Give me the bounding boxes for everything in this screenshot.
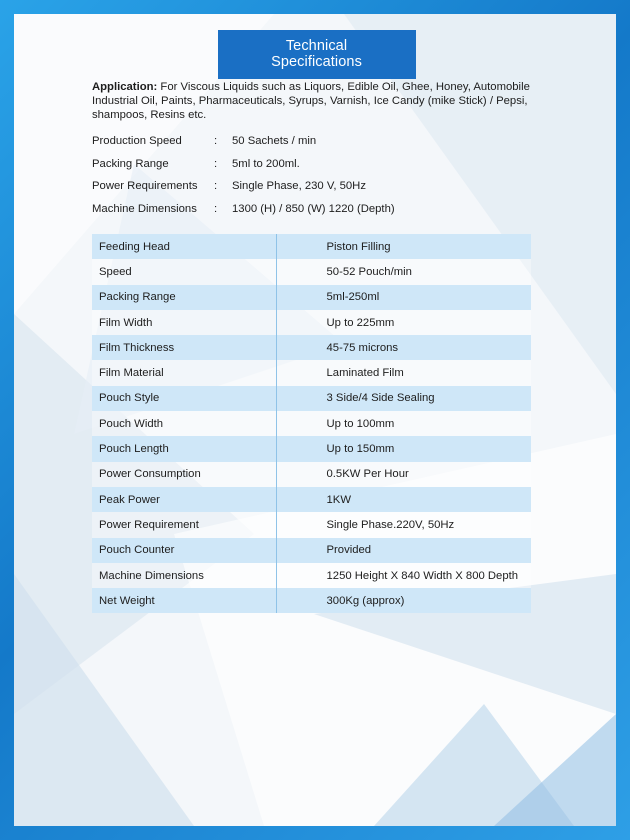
spec-item [92,175,542,198]
table-value: 1KW [276,487,531,512]
spec-value: 50 Sachets / min [232,135,317,148]
table-row [92,310,531,335]
spec-list [92,130,542,220]
table-value: 300Kg (approx) [276,588,531,613]
table-row [92,285,531,310]
table-label: Feeding Head [92,234,276,259]
table-value: Up to 225mm [276,310,531,335]
table-label: Film Width [92,310,276,335]
spec-item [92,130,542,153]
table-value: 0.5KW Per Hour [276,462,531,487]
table-row [92,487,531,512]
table-value: Up to 100mm [276,411,531,436]
application-paragraph [92,80,542,122]
table-label: Pouch Length [92,436,276,461]
spec-item [92,153,542,176]
spec-key: Power Requirements [92,180,198,193]
spec-key: Packing Range [92,157,169,170]
table-value: Piston Filling [276,234,531,259]
application-label: Application: [92,81,158,93]
spec-value: Single Phase, 230 V, 50Hz [232,180,366,193]
page-title: Technical Specifications [218,30,416,79]
spec-separator: : [214,180,218,193]
table-row [92,588,531,613]
spec-separator: : [214,157,218,170]
table-row [92,335,531,360]
table-label: Machine Dimensions [92,563,276,588]
application-text: For Viscous Liquids such as Liquors, Edible Oil, Ghee, Honey, Automobile Industrial Oil, Paints, Pharmaceuticals, Syrups, Varnish, Ice Candy (mike Stick) / Pepsi, shampoos, Resins etc. [92,81,530,121]
table-label: Film Material [92,360,276,385]
spec-key: Production Speed [92,135,182,148]
header-wrap [14,30,616,79]
table-label: Pouch Style [92,386,276,411]
table-value: Single Phase.220V, 50Hz [276,512,531,537]
table-value: Laminated Film [276,360,531,385]
table-value: Up to 150mm [276,436,531,461]
table-value: 45-75 microns [276,335,531,360]
table-row [92,386,531,411]
table-label: Film Thickness [92,335,276,360]
table-row [92,259,531,284]
spec-key: Machine Dimensions [92,202,197,215]
table-label: Net Weight [92,588,276,613]
table-label: Power Requirement [92,512,276,537]
table-value: 1250 Height X 840 Width X 800 Depth [276,563,531,588]
spec-table [92,234,531,613]
spec-sheet [14,14,616,826]
table-row [92,462,531,487]
table-value: 5ml-250ml [276,285,531,310]
table-label: Packing Range [92,285,276,310]
table-value: 50-52 Pouch/min [276,259,531,284]
content [92,80,542,220]
table-row [92,360,531,385]
table-row [92,563,531,588]
table-label: Peak Power [92,487,276,512]
spec-separator: : [214,135,218,148]
table-label: Speed [92,259,276,284]
table-label: Power Consumption [92,462,276,487]
table-label: Pouch Width [92,411,276,436]
table-value: 3 Side/4 Side Sealing [276,386,531,411]
table-row [92,234,531,259]
spec-value: 5ml to 200ml. [232,157,300,170]
table-label: Pouch Counter [92,538,276,563]
table-row [92,512,531,537]
table-row [92,411,531,436]
table-row [92,538,531,563]
spec-separator: : [214,202,218,215]
table-value: Provided [276,538,531,563]
table-row [92,436,531,461]
spec-item [92,198,542,221]
spec-value: 1300 (H) / 850 (W) 1220 (Depth) [232,202,395,215]
